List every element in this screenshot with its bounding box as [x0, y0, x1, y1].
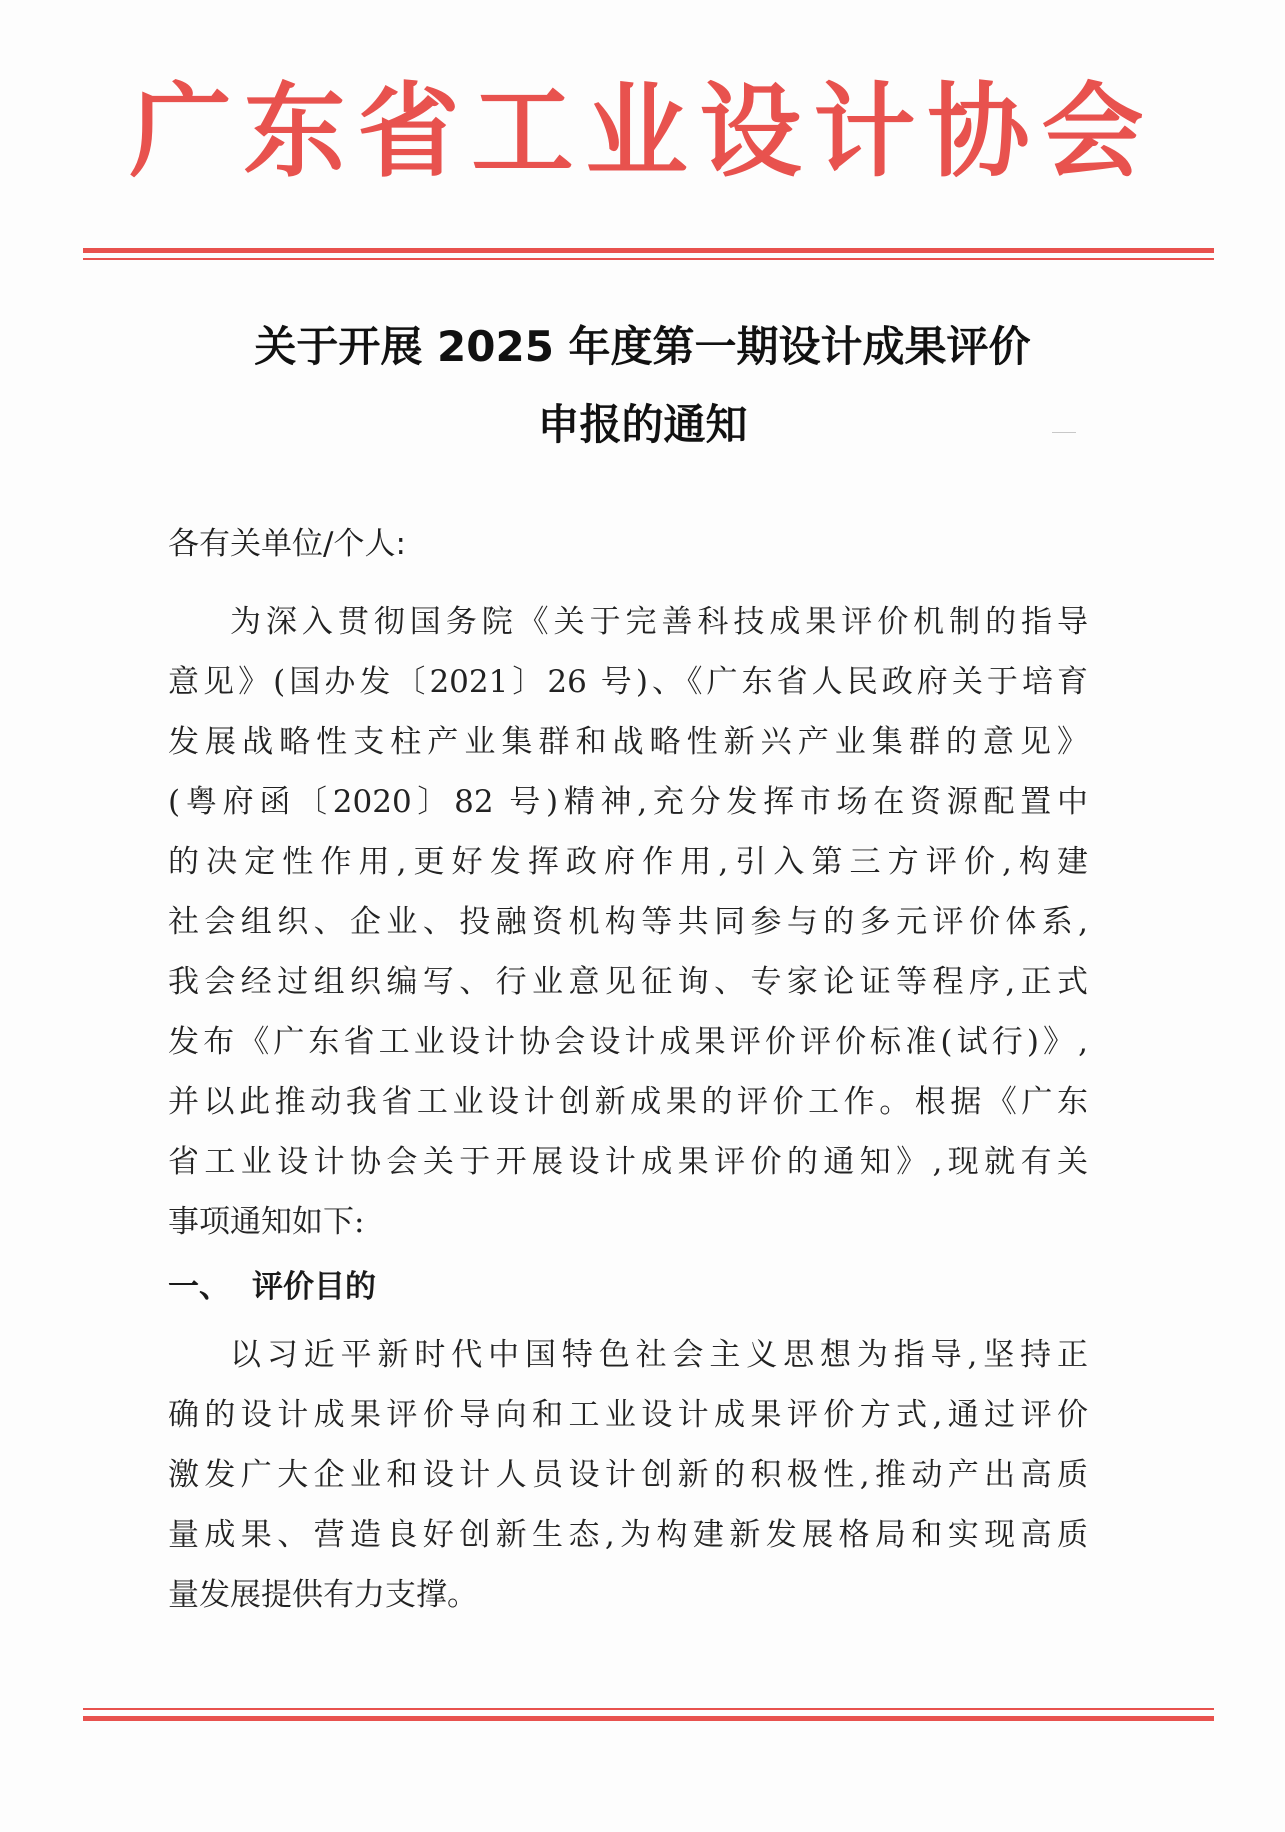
paragraph-line: 为深入贯彻国务院《关于完善科技成果评价机制的指导: [230, 604, 1088, 640]
section-1-heading: [168, 1265, 376, 1309]
intro-paragraph: [168, 592, 1088, 1252]
paragraph-line: 意见》(国办发〔2021〕26 号)、《广东省人民政府关于培育: [168, 664, 1088, 700]
footer-divider-thick: [83, 1716, 1214, 1721]
footer-divider-thin: [83, 1708, 1214, 1710]
scan-mark: [1052, 432, 1076, 433]
letterhead-divider-thick: [83, 248, 1214, 253]
letterhead-organization-name: 广东省工业设计协会: [129, 72, 1156, 192]
section-1-paragraph: [168, 1325, 1088, 1625]
paragraph-line: 量成果、营造良好创新生态,为构建新发展格局和实现高质: [168, 1517, 1088, 1553]
paragraph-line: 的决定性作用,更好发挥政府作用,引入第三方评价,构建: [168, 844, 1088, 880]
paragraph-line: (粤府函〔2020〕82 号)精神,充分发挥市场在资源配置中: [168, 784, 1088, 820]
paragraph-line: 并以此推动我省工业设计创新成果的评价工作。根据《广东: [168, 1084, 1088, 1120]
salutation: 各有关单位/个人:: [168, 526, 406, 562]
document-title-line-1: 关于开展 2025 年度第一期设计成果评价: [254, 322, 1031, 371]
section-title: 评价目的: [252, 1269, 376, 1305]
paragraph-line: 发展战略性支柱产业集群和战略性新兴产业集群的意见》: [168, 724, 1088, 760]
paragraph-line: 激发广大企业和设计人员设计创新的积极性,推动产出高质: [168, 1457, 1088, 1493]
letterhead-divider-thin: [83, 258, 1214, 260]
paragraph-line: 量发展提供有力支撑。: [168, 1577, 478, 1613]
paragraph-line: 我会经过组织编写、行业意见征询、专家论证等程序,正式: [168, 964, 1088, 1000]
document-title-line-2: 申报的通知: [537, 400, 748, 449]
paragraph-line: 事项通知如下:: [168, 1204, 365, 1240]
paragraph-line: 发布《广东省工业设计协会设计成果评价评价标准(试行)》,: [168, 1024, 1088, 1060]
paragraph-line: 确的设计成果评价导向和工业设计成果评价方式,通过评价: [168, 1397, 1088, 1433]
paragraph-line: 以习近平新时代中国特色社会主义思想为指导,坚持正: [230, 1337, 1088, 1373]
paragraph-line: 社会组织、企业、投融资机构等共同参与的多元评价体系,: [168, 904, 1088, 940]
paragraph-line: 省工业设计协会关于开展设计成果评价的通知》,现就有关: [168, 1144, 1088, 1180]
section-number: 一、: [168, 1269, 230, 1305]
